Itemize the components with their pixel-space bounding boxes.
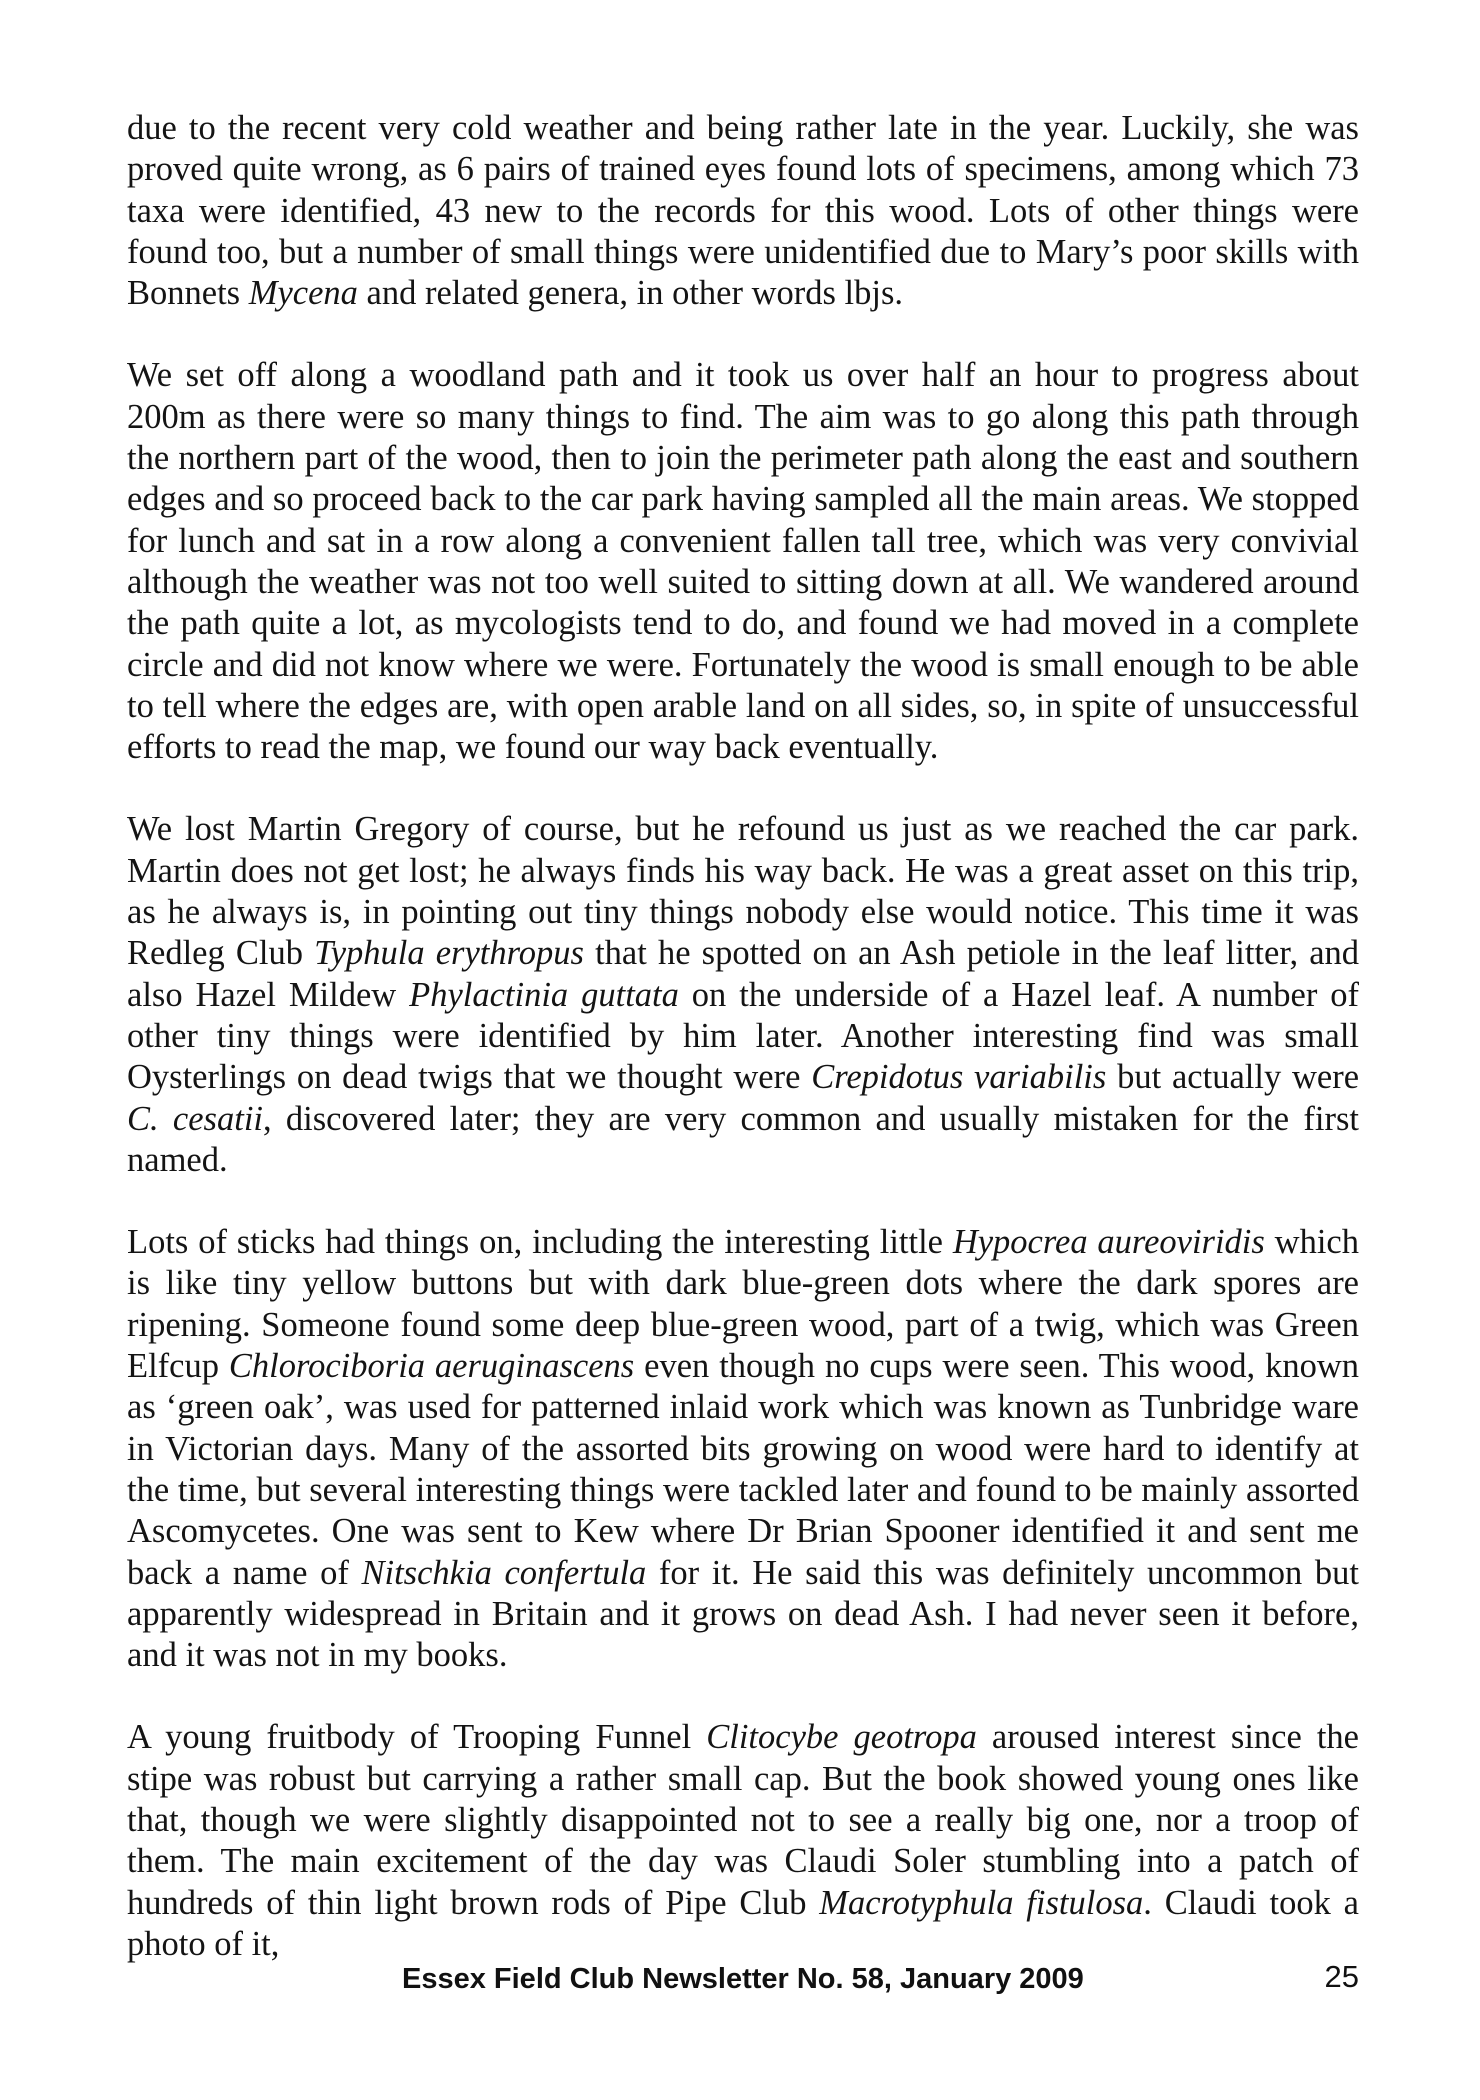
species-name: Macrotyphula fistulosa xyxy=(819,1883,1144,1922)
text-run: even though no cups were seen. This wood, known as ‘green oak’, was used for patterned inlaid work which was known as Tunbridge ware in Victorian days. Many of the assorted bits growing on wood were hard to identify at the time, but several interesting things were tackled later and found to be mainly assorted Ascomycetes. One was sent to Kew where Dr Brian Spooner identified it and sent me back a name of xyxy=(127,1347,1360,1592)
text-run: A young fruitbody of Trooping Funnel xyxy=(127,1718,707,1757)
text-run: We set off along a woodland path and it took us over half an hour to progress about 200m as there were so many things to find. The aim was to go along this path through the northern part of the wood, then to join the perimeter path along the east and southern edges and so proceed back to the car park having sampled all the main areas. We stopped for lunch and sat in a row along a convenient fallen tall tree, which was very convivial although the weather was not too well suited to sitting down at all. We wandered around the path quite a lot, as mycologists tend to do, and found we had moved in a complete circle and did not know where we were. Fortunately the wood is small enough to be able to tell where the edges are, with open arable land on all sides, so, in spite of unsuccessful efforts to read the map, we found our way back eventually. xyxy=(127,356,1359,767)
text-run: and related genera, in other words lbjs. xyxy=(357,274,904,313)
species-name: Chlorociboria aeruginascens xyxy=(228,1347,635,1386)
paragraph xyxy=(127,355,1359,768)
text-run: aroused interest since the stipe was robust but carrying a rather small cap. But the book showed young ones like that, though we were slightly disappointed not to see a really big one, nor a troop of them. The main excitement of the day was Claudi Soler stumbling into a patch of hundreds of thin light brown rods of Pipe Club xyxy=(127,1718,1360,1922)
species-name: C. cesatii xyxy=(127,1099,263,1138)
paragraph xyxy=(127,108,1359,314)
text-run: . Claudi took a photo of it, xyxy=(127,1883,1359,1963)
footer-publication: Essex Field Club Newsletter No. 58, January 2009 xyxy=(402,1963,1084,1995)
text-run: which is like tiny yellow buttons but with dark blue-green dots where the dark spores are ripening. Someone found some deep blue-green wood, part of a twig, which was Green Elfcup xyxy=(127,1223,1359,1386)
species-name: Typhula erythropus xyxy=(314,934,584,973)
text-run: for it. He said this was definitely uncommon but apparently widespread in Britain and it grows on dead Ash. I had never seen it before, and it was not in my books. xyxy=(127,1553,1359,1675)
text-run: on the underside of a Hazel leaf. A number of other tiny things were identified by him later. Another interesting find was small Oysterlings on dead twigs that we thought were xyxy=(127,975,1360,1097)
text-run: due to the recent very cold weather and being rather late in the year. Luckily, she was proved quite wrong, as 6 pairs of trained eyes found lots of specimens, among which 73 taxa were identified, 43 new to the records for this wood. Lots of other things were found too, but a number of small things were unidentified due to Mary’s poor skills with Bonnets xyxy=(127,109,1359,313)
text-run: , discovered later; they are very common and usually mistaken for the first named. xyxy=(127,1099,1359,1179)
paragraph xyxy=(127,1222,1359,1676)
text-run: that he spotted on an Ash petiole in the leaf litter, and also Hazel Mildew xyxy=(127,934,1360,1014)
species-name: Mycena xyxy=(248,274,358,313)
species-name: Crepidotus variabilis xyxy=(811,1058,1107,1097)
article-body xyxy=(127,108,1359,1965)
text-run: Lots of sticks had things on, including the interesting little xyxy=(127,1223,953,1262)
species-name: Nitschkia confertula xyxy=(361,1553,647,1592)
paragraph xyxy=(127,1717,1359,1965)
species-name: Phylactinia guttata xyxy=(409,975,679,1014)
text-run: We lost Martin Gregory of course, but he refound us just as we reached the car park. Martin does not get lost; he always finds his way back. He was a great asset on this trip, as he always is, in pointing out tiny things nobody else would notice. This time it was Redleg Club xyxy=(127,810,1359,973)
page-number: 25 xyxy=(1324,1959,1359,1994)
species-name: Hypocrea aureoviridis xyxy=(952,1223,1265,1262)
species-name: Clitocybe geotropa xyxy=(706,1718,977,1757)
text-run: but actually were xyxy=(1106,1058,1360,1097)
paragraph xyxy=(127,809,1359,1181)
